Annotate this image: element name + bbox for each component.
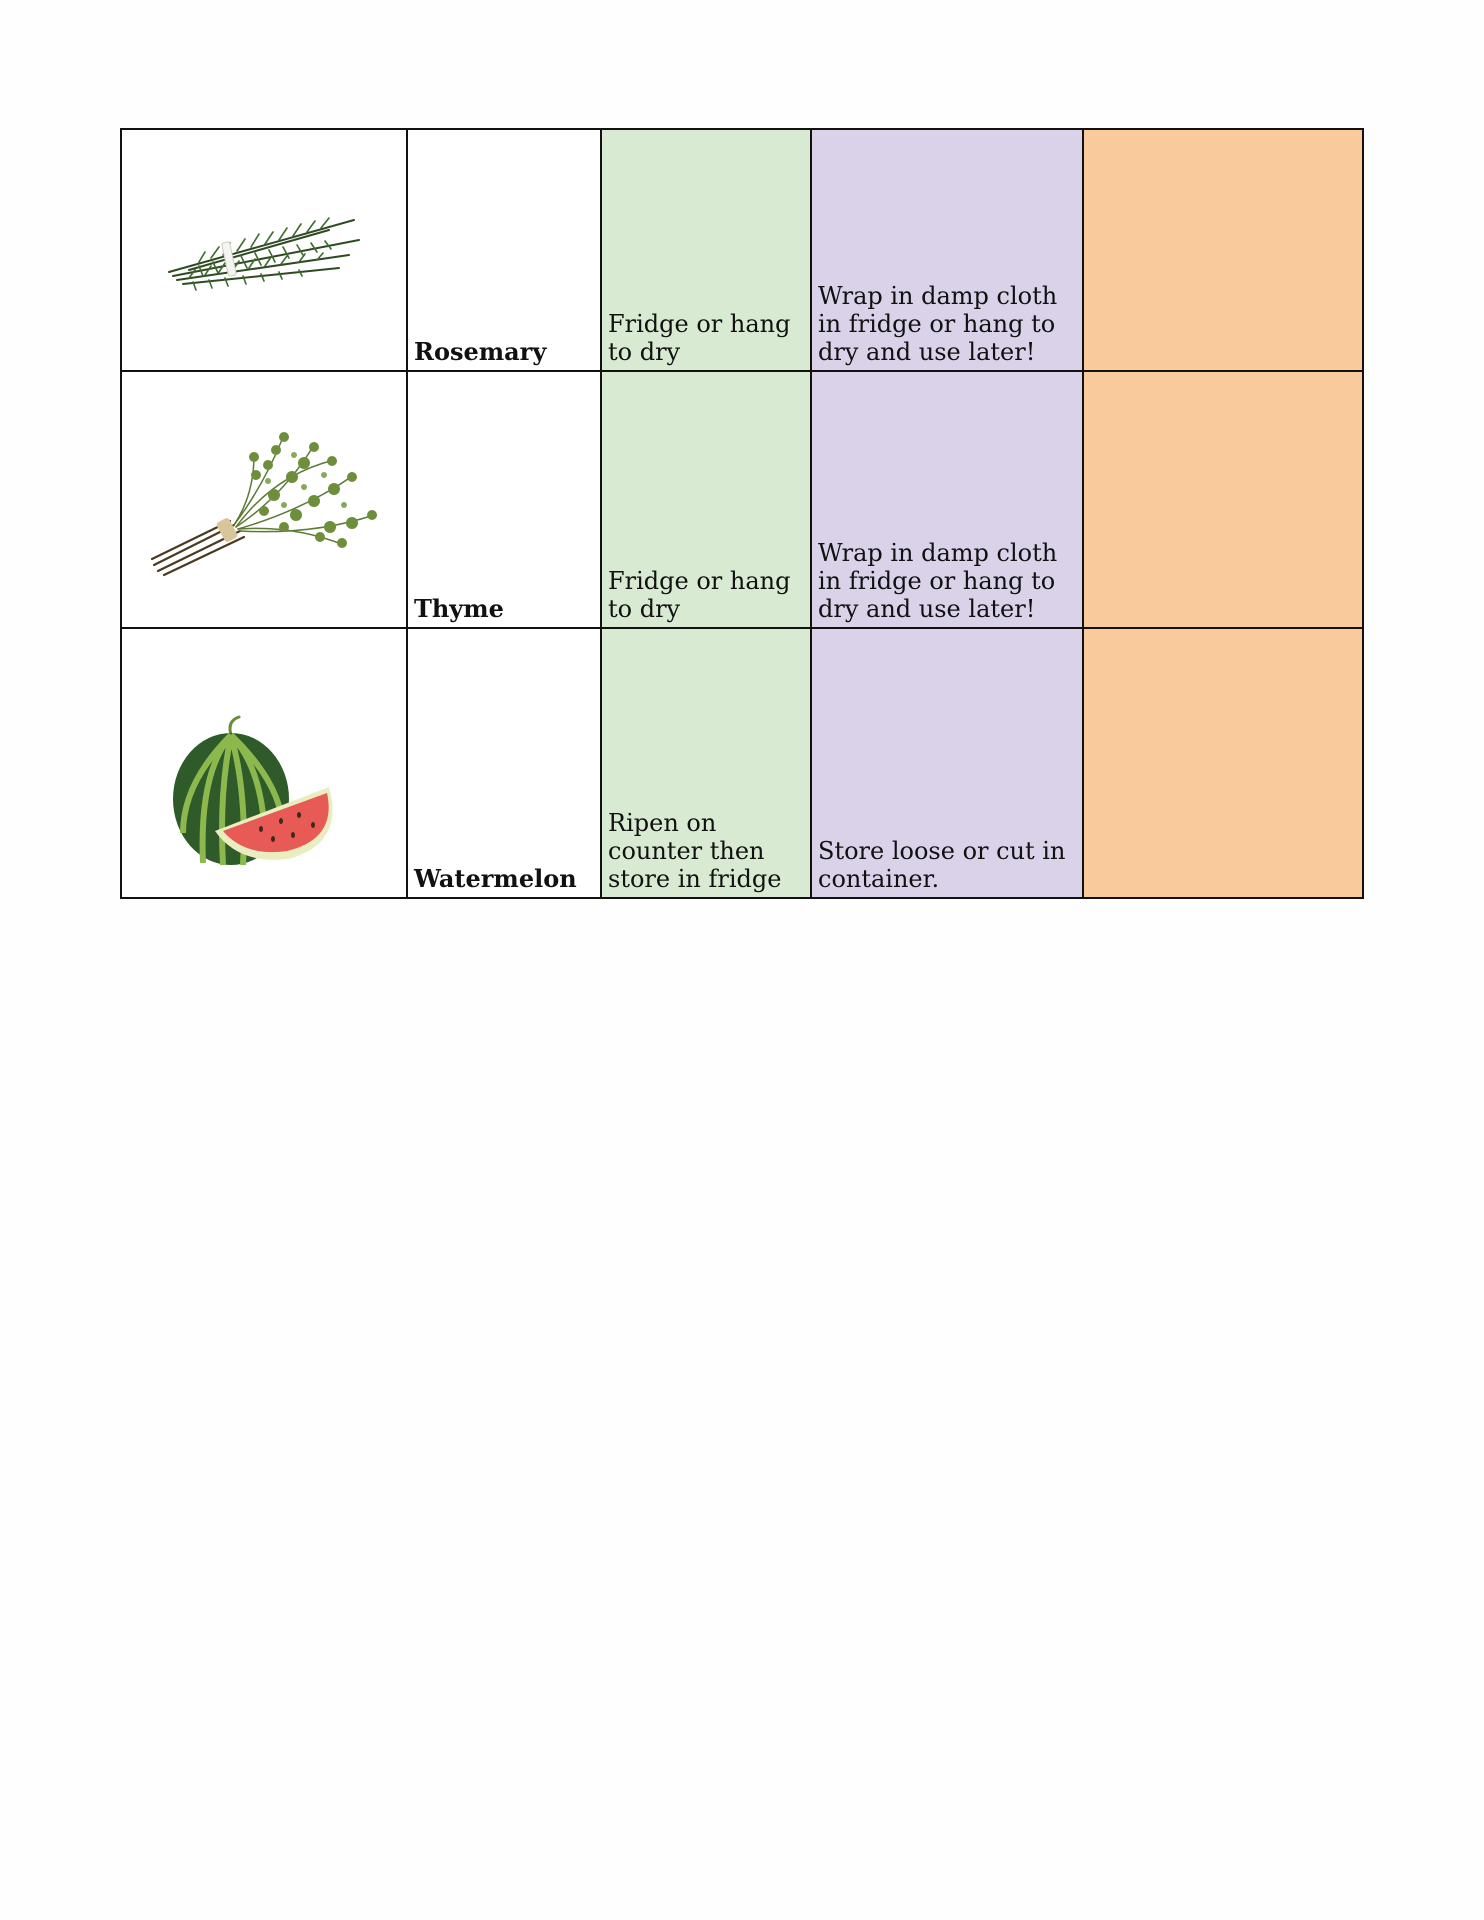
table-row <box>121 628 1363 898</box>
produce-image-cell <box>121 371 407 628</box>
storage-tip: Wrap in damp cloth in fridge or hang to dry and use later! <box>811 129 1083 371</box>
produce-image-cell <box>121 129 407 371</box>
produce-name: Rosemary <box>407 129 601 371</box>
thyme-bundle-icon <box>144 415 384 585</box>
notes-cell <box>1083 129 1363 371</box>
produce-name: Thyme <box>407 371 601 628</box>
produce-storage-table <box>120 128 1364 899</box>
storage-tip: Store loose or cut in container. <box>811 628 1083 898</box>
notes-cell <box>1083 628 1363 898</box>
notes-cell <box>1083 371 1363 628</box>
storage-method: Fridge or hang to dry <box>601 371 811 628</box>
table-row <box>121 371 1363 628</box>
storage-method: Ripen on counter then store in fridge <box>601 628 811 898</box>
watermelon-icon <box>169 713 359 873</box>
storage-tip: Wrap in damp cloth in fridge or hang to dry and use later! <box>811 371 1083 628</box>
produce-name: Watermelon <box>407 628 601 898</box>
table-row <box>121 129 1363 371</box>
rosemary-bundle-icon <box>159 200 369 300</box>
produce-image-cell <box>121 628 407 898</box>
storage-method: Fridge or hang to dry <box>601 129 811 371</box>
